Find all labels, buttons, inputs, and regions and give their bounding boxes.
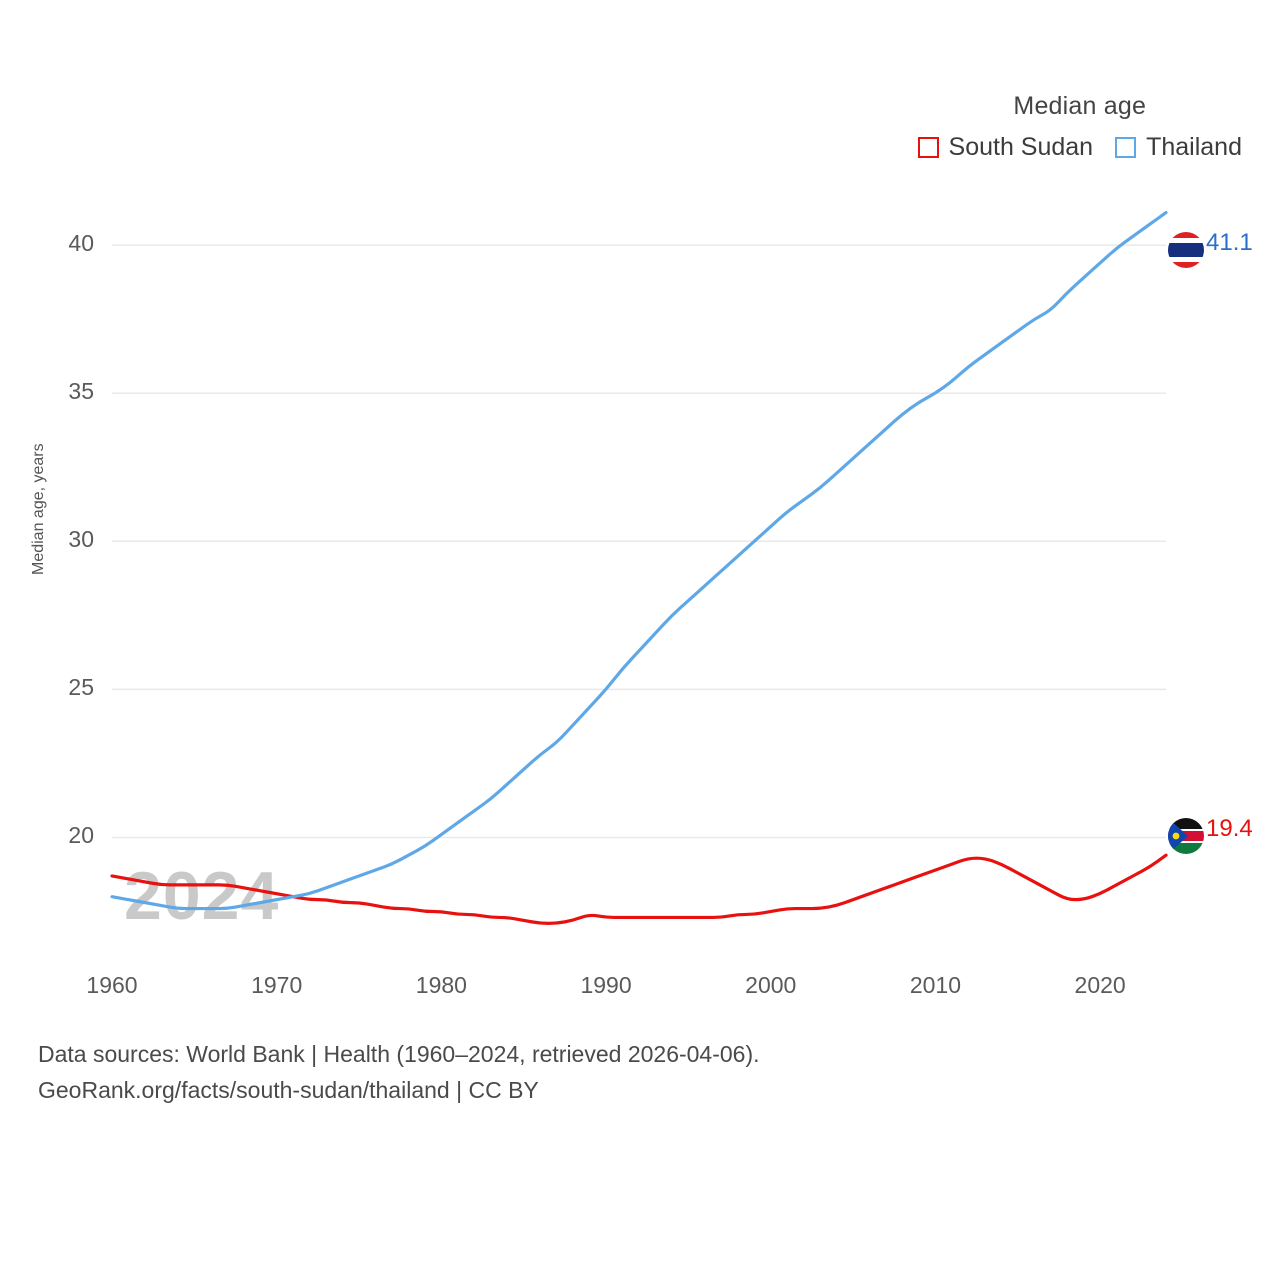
x-tick-label: 2020	[1074, 972, 1126, 998]
footer-line-1: Data sources: World Bank | Health (1960–2024, retrieved 2026-04-06).	[38, 1041, 760, 1067]
y-tick-label: 30	[68, 526, 94, 553]
legend-label-thailand: Thailand	[1146, 133, 1242, 161]
series-line-thailand	[112, 213, 1166, 909]
x-tick-label: 1990	[580, 972, 632, 998]
series-lines	[112, 213, 1166, 924]
series-line-south-sudan	[112, 855, 1166, 923]
footer-line-2: GeoRank.org/facts/south-sudan/thailand | CC BY	[38, 1076, 539, 1103]
x-tick-label: 2000	[745, 972, 797, 998]
year-watermark: 2024	[124, 858, 280, 934]
x-tick-label: 1980	[415, 972, 467, 998]
y-axis-title: Median age, years	[30, 443, 47, 575]
flag-icon-thailand	[1168, 232, 1204, 268]
y-tick-label: 25	[68, 674, 94, 701]
flag-icon-south-sudan	[1168, 818, 1204, 854]
gridlines	[112, 245, 1166, 837]
legend-title: Median age	[1013, 92, 1147, 120]
x-tick-label: 1970	[251, 972, 303, 998]
end-label-thailand: 41.1	[1206, 229, 1253, 256]
y-tick-label: 20	[68, 822, 94, 849]
y-tick-label: 35	[68, 378, 94, 405]
y-tick-label: 40	[68, 230, 94, 257]
end-label-south-sudan: 19.4	[1206, 815, 1253, 842]
footer-sources	[38, 1037, 760, 1108]
x-tick-label: 1960	[86, 972, 138, 998]
legend-label-south-sudan: South Sudan	[948, 133, 1094, 161]
x-tick-label: 2010	[909, 972, 962, 998]
